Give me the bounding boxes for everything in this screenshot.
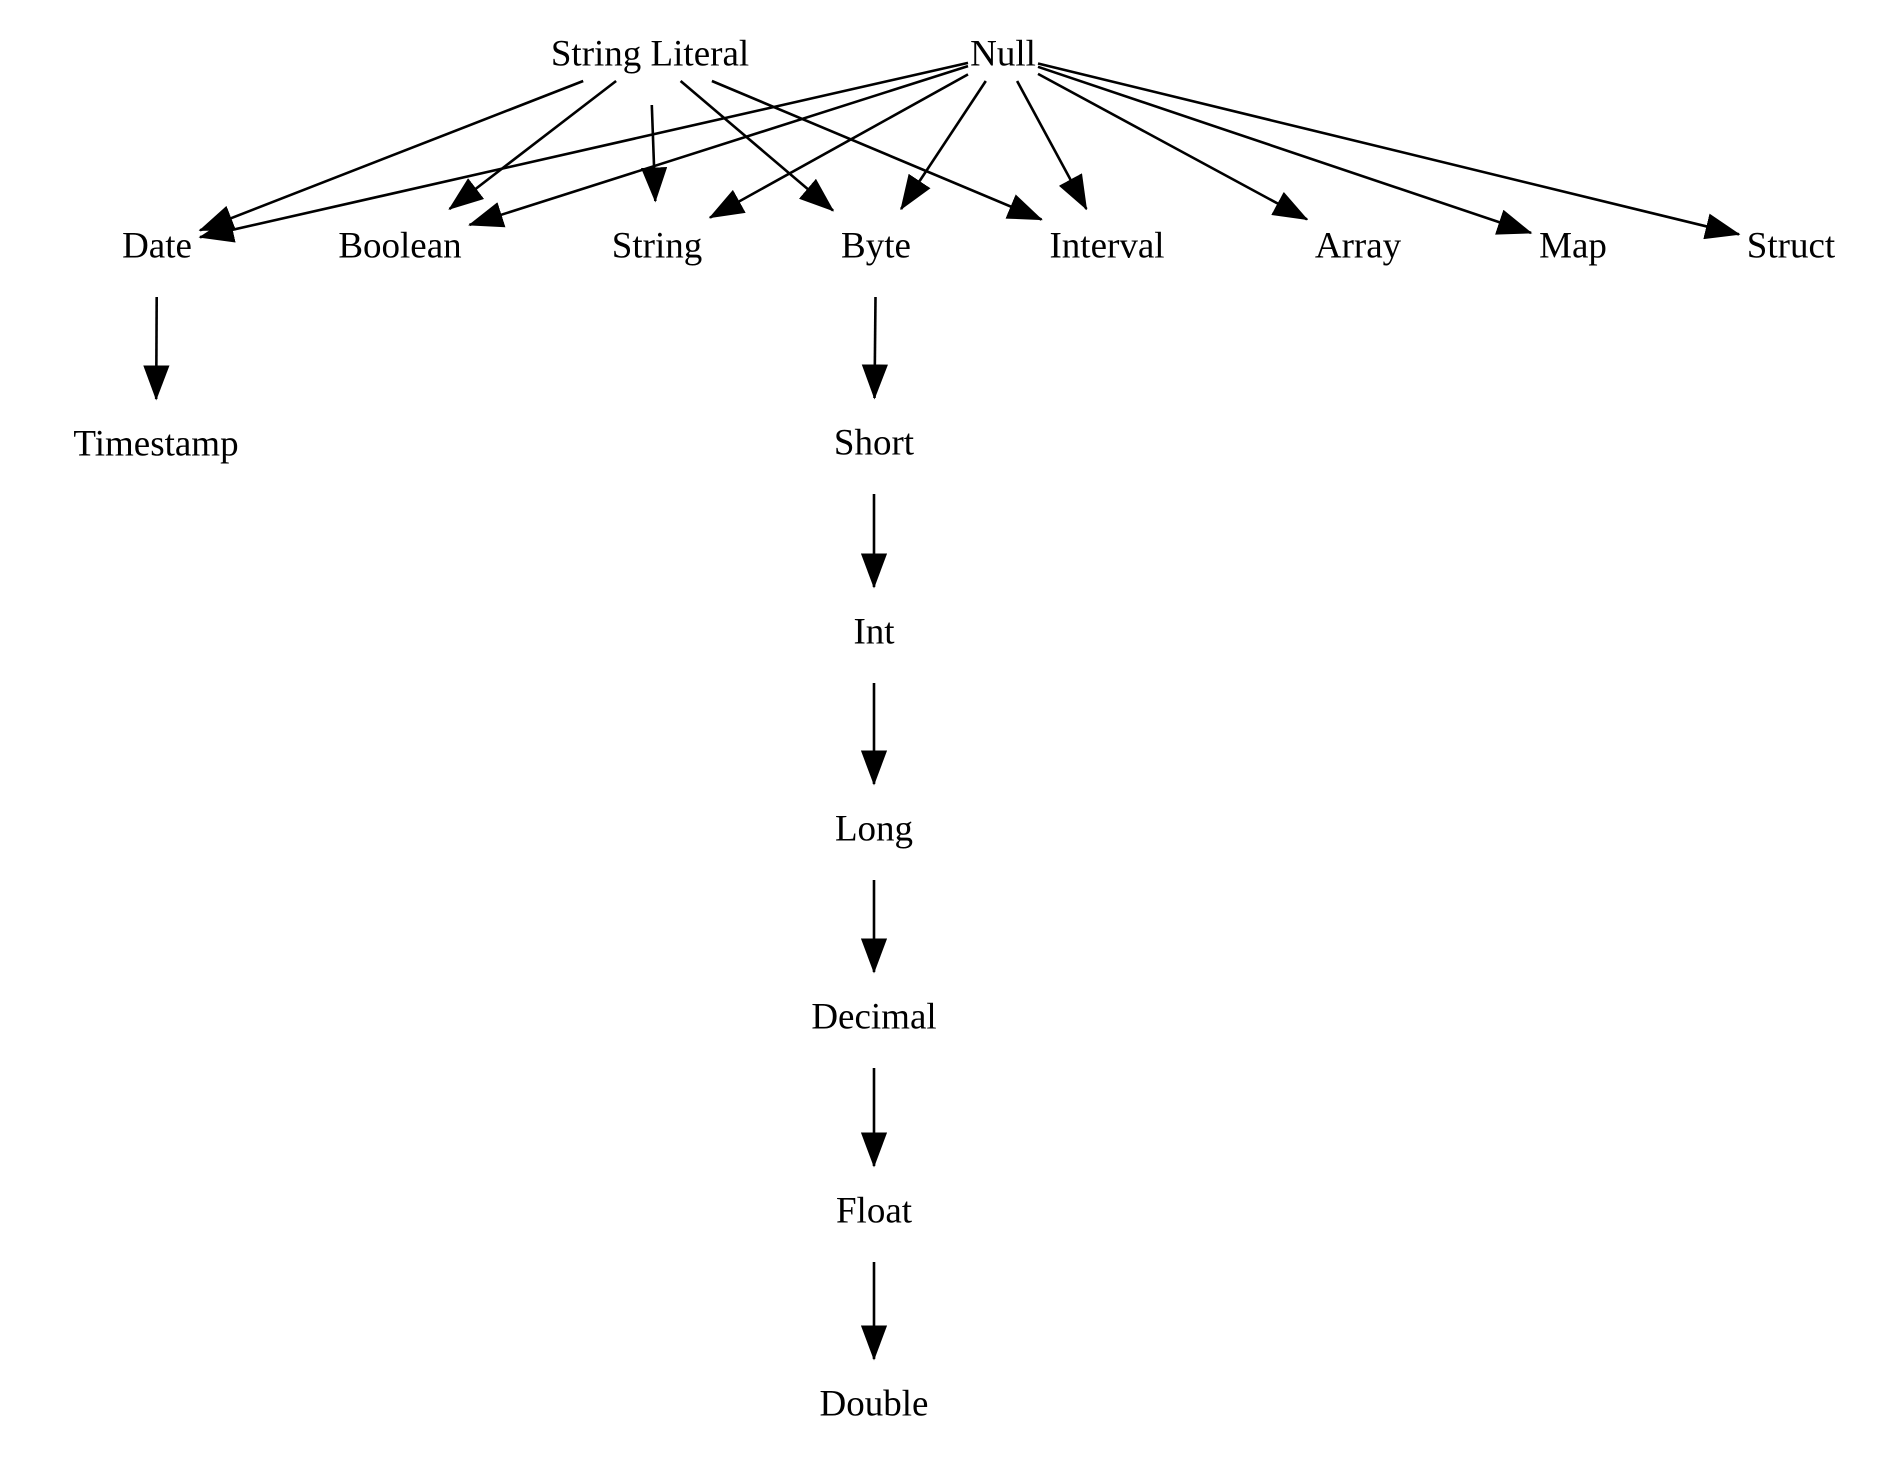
edge-null-to-struct	[1038, 64, 1739, 235]
edge-string-literal-to-string	[652, 105, 656, 201]
node-float: Float	[835, 1190, 913, 1232]
node-byte: Byte	[841, 225, 911, 267]
node-interval: Interval	[1049, 225, 1165, 267]
node-timestamp: Timestamp	[73, 423, 239, 465]
edge-date-to-timestamp	[156, 297, 157, 399]
node-string-literal: String Literal	[550, 33, 750, 75]
node-date: Date	[122, 225, 192, 267]
node-double: Double	[819, 1383, 929, 1425]
edge-null-to-boolean	[470, 66, 969, 225]
edge-null-to-interval	[1017, 81, 1086, 209]
node-struct: Struct	[1746, 225, 1836, 267]
node-array: Array	[1314, 225, 1402, 267]
node-short: Short	[833, 422, 915, 464]
node-string: String	[611, 225, 703, 267]
node-map: Map	[1539, 225, 1607, 267]
node-null: Null	[970, 33, 1036, 75]
node-boolean: Boolean	[338, 225, 462, 267]
node-long: Long	[834, 808, 914, 850]
node-decimal: Decimal	[811, 996, 937, 1038]
edge-null-to-date	[200, 63, 968, 237]
node-int: Int	[853, 611, 895, 653]
edge-byte-to-short	[875, 297, 876, 398]
